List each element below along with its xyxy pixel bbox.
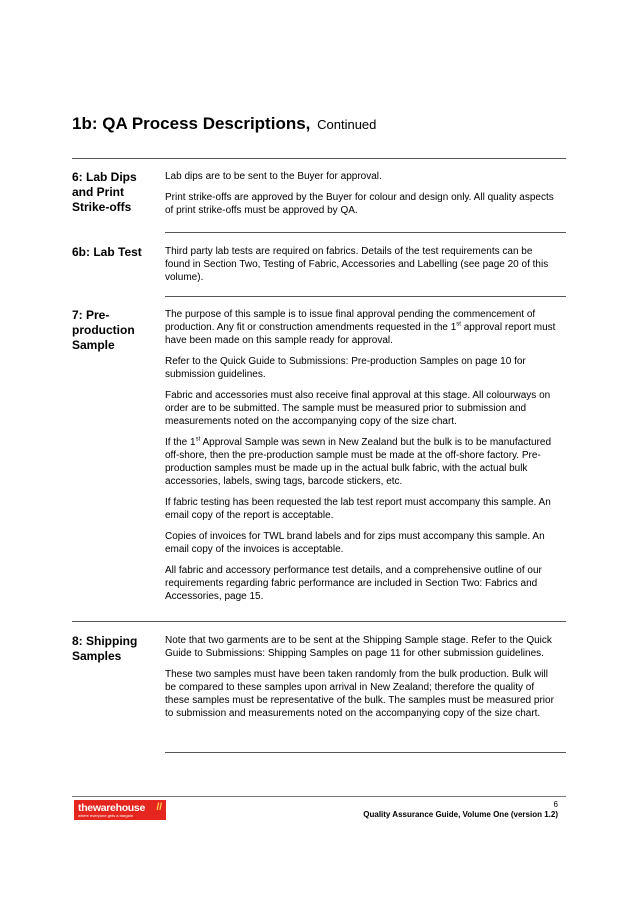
- logo-text: thewarehouse: [78, 802, 146, 814]
- warehouse-logo: [74, 800, 166, 820]
- paragraph: If the 1st Approval Sample was sewn in New Zealand but the bulk is to be manufactured off-shore, then the pre-production sample must be made at the off-shore factory. Pre-production samples must be made up in the actual bulk fabric, with the actual bulk accessories, labels, swing tags, barcode stickers, etc.: [165, 436, 552, 487]
- section-label-shipping: 8: Shipping Samples: [72, 634, 138, 663]
- page-number: 6: [553, 800, 558, 809]
- logo-tagline: where everyone gets a bargain: [78, 813, 133, 818]
- section-divider: [165, 232, 566, 233]
- section-label-pre-production: 7: Pre-production Sample: [72, 308, 135, 352]
- paragraph: The purpose of this sample is to issue final approval pending the commencement of production. Any fit or construction amendments requested in the 1st approval report must have been made on this sample ready for approval.: [165, 309, 556, 346]
- paragraph: If fabric testing has been requested the lab test report must accompany this sample. An email copy of the report is acceptable.: [165, 497, 551, 521]
- paragraph: These two samples must have been taken randomly from the bulk production. Bulk will be compared to these samples upon arrival in New Zealand; therefore the quality of these samples must be representative of the bulk. The samples must be measured prior to submission and measurements noted on the accompanying copy of the size chart.: [165, 669, 554, 719]
- document-title: Quality Assurance Guide, Volume One (version 1.2): [363, 810, 558, 819]
- title-continued: Continued: [317, 117, 377, 132]
- title-main: 1b: QA Process Descriptions,: [72, 114, 311, 133]
- paragraph: Print strike-offs are approved by the Buyer for colour and design only. All quality aspects of print strike-offs must be approved by QA.: [165, 192, 554, 216]
- paragraph: Fabric and accessories must also receive final approval at this stage. All colourways on order are to be submitted. The sample must be measured prior to submission and measurements noted on the accompanying copy of the size chart.: [165, 390, 551, 427]
- paragraph: Note that two garments are to be sent at the Shipping Sample stage. Refer to the Quick Guide to Submissions: Shipping Samples on page 11 for other submission guidelines.: [165, 635, 552, 659]
- section-label-lab-test: 6b: Lab Test: [72, 245, 142, 259]
- section-body-shipping: [165, 634, 560, 720]
- paragraph: Refer to the Quick Guide to Submissions: Pre-production Samples on page 10 for submission guidelines.: [165, 356, 526, 380]
- paragraph: All fabric and accessory performance test details, and a comprehensive outline of our requirements regarding fabric performance are included in Section Two: Fabrics and Accessories, page 15.: [165, 565, 542, 602]
- paragraph: Third party lab tests are required on fabrics. Details of the test requirements can be found in Section Two, Testing of Fabric, Accessories and Labelling (see page 20 of this volume).: [165, 246, 549, 283]
- paragraph: Copies of invoices for TWL brand labels and for zips must accompany this sample. An email copy of the invoices is acceptable.: [165, 531, 545, 555]
- section-divider: [72, 621, 566, 622]
- logo-mark: //: [156, 802, 162, 813]
- section-body-pre-production: [165, 308, 560, 603]
- page-title: [72, 114, 376, 134]
- section-body-lab-dips: [165, 170, 560, 217]
- section-divider: [72, 158, 566, 159]
- section-body-lab-test: [165, 245, 560, 284]
- paragraph: Lab dips are to be sent to the Buyer for approval.: [165, 171, 382, 182]
- footer-divider: [72, 796, 566, 797]
- section-divider: [165, 296, 566, 297]
- section-divider: [165, 752, 566, 753]
- section-label-lab-dips: 6: Lab Dips and Print Strike-offs: [72, 170, 137, 214]
